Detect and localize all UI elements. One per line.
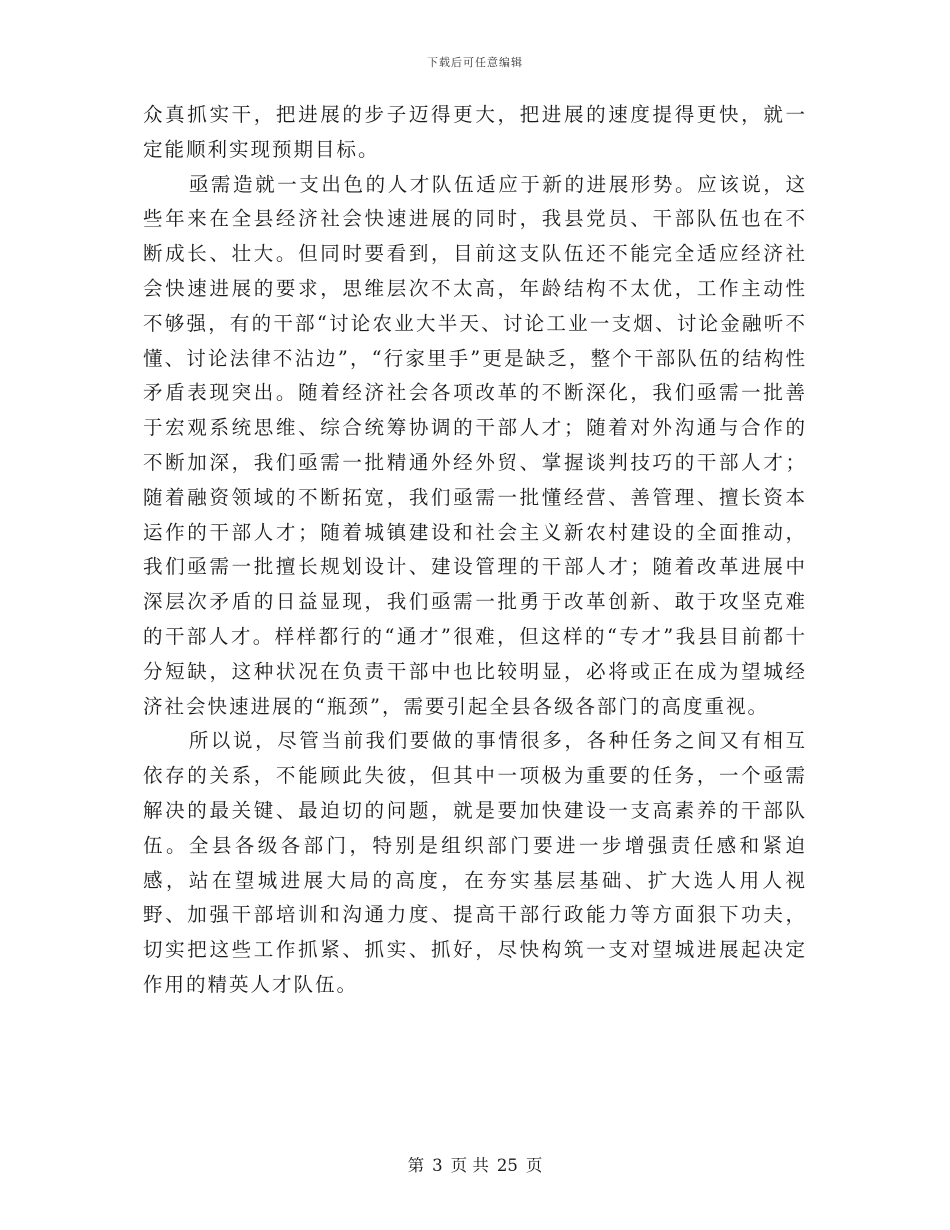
- footer-middle: 页 共: [450, 1156, 489, 1175]
- page-header-note: 下载后可任意编辑: [427, 56, 523, 69]
- paragraph-conclusion: 所以说，尽管当前我们要做的事情很多，各种任务之间又有相互依存的关系，不能顾此失彼，但其中一项极为重要的任务，一个亟需解决的最关键、最迫切的问题，就是要加快建设一支高素养的干部队伍。全县各级各部门，特别是组织部门要进一步增强责任感和紧迫感，站在望城进展大局的高度，在夯实基层基础、扩大选人用人视野、加强干部培训和沟通力度、提高干部行政能力等方面狠下功夫，切实把这些工作抓紧、抓实、抓好，尽快构筑一支对望城进展起决定作用的精英人才队伍。: [143, 729, 807, 996]
- footer-suffix: 页: [525, 1156, 543, 1175]
- footer-total-pages: 25: [496, 1156, 518, 1175]
- page-footer: [0, 1152, 950, 1176]
- paragraph-continuation: 众真抓实干，把进展的步子迈得更大，把进展的速度提得更快，就一定能顺利实现预期目标。: [143, 103, 807, 161]
- paragraph-talent-team: 亟需造就一支出色的人才队伍适应于新的进展形势。应该说，这些年来在全县经济社会快速进展的同时，我县党员、干部队伍也在不断成长、壮大。但同时要看到，目前这支队伍还不能完全适应经济社会快速进展的要求，思维层次不太高，年龄结构不太优，工作主动性不够强，有的干部“讨论农业大半天、讨论工业一支烟、讨论金融听不懂、讨论法律不沾边”，“行家里手”更是缺乏，整个干部队伍的结构性矛盾表现突出。随着经济社会各项改革的不断深化，我们亟需一批善于宏观系统思维、综合统筹协调的干部人才；随着对外沟通与合作的不断加深，我们亟需一批精通外经外贸、掌握谈判技巧的干部人才；随着融资领域的不断拓宽，我们亟需一批懂经营、善管理、擅长资本运作的干部人才；随着城镇建设和社会主义新农村建设的全面推动，我们亟需一批擅长规划设计、建设管理的干部人才；随着改革进展中深层次矛盾的日益显现，我们亟需一批勇于改革创新、敢于攻坚克难的干部人才。样样都行的“通才”很难，但这样的“专才”我县目前都十分短缺，这种状况在负责干部中也比较明显，必将或正在成为望城经济社会快速进展的“瓶颈”，需要引起全县各级各部门的高度重视。: [143, 172, 807, 718]
- footer-prefix: 第: [407, 1156, 425, 1175]
- footer-current-page: 3: [432, 1156, 443, 1175]
- document-body: [143, 98, 807, 1003]
